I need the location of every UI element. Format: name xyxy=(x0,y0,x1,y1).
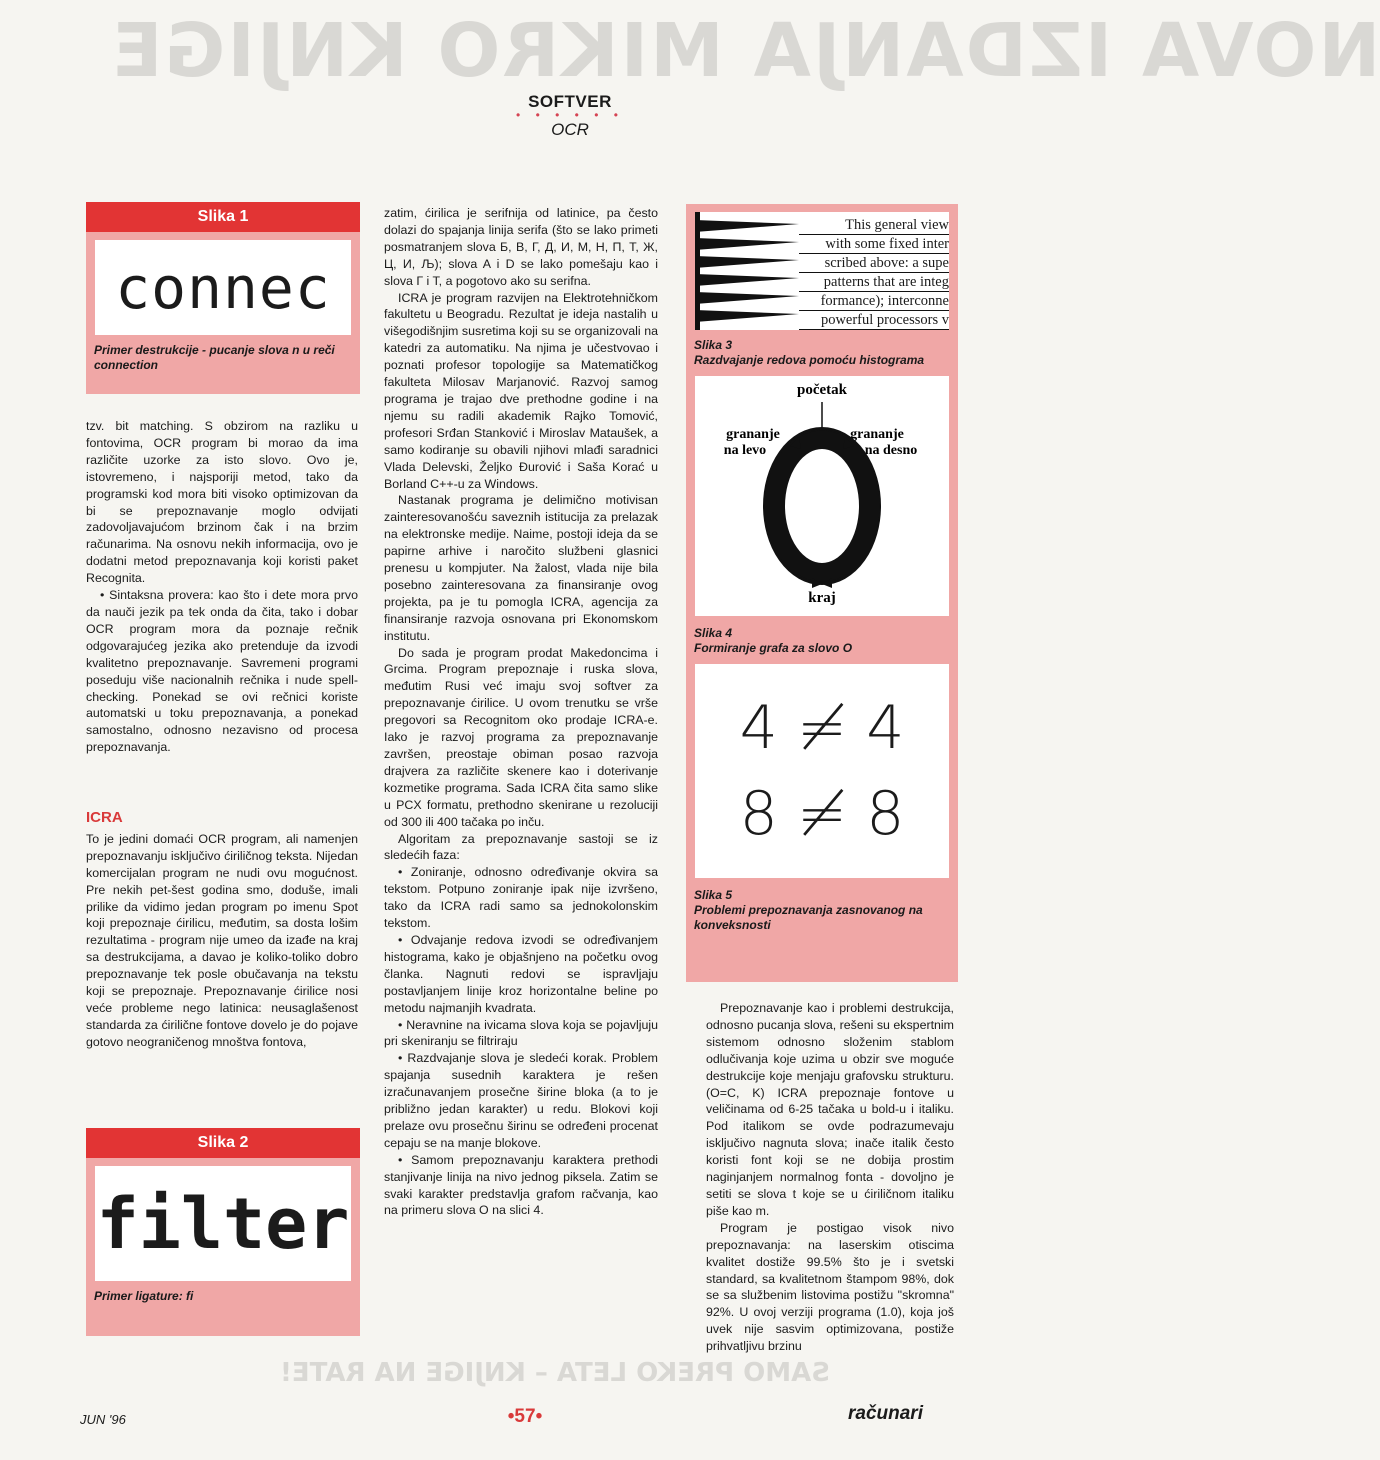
ghost-title-bleed: NOVA IZDANJA MIKRO KNJIGE xyxy=(110,8,1380,94)
col2-paragraph-1: zatim, ćirilica je serifnija od latinice, pa često dolazi do spajanja linija serifa (što se lako primeti posmatranjem slova Б, В, Г, Д, И, М, Н, П, Т, Ж, Ц, И, Љ); slova A i D se lako pomešaju kao i slova Г i T, a pogotovo ako su serifna. xyxy=(384,206,658,288)
figure-4-image xyxy=(695,376,949,616)
figure-1-caption: Primer destrukcije - pucanje slova n u reči connection xyxy=(94,343,335,372)
header-dots: • • • • • • xyxy=(516,108,624,122)
figure-2-word: filter xyxy=(96,1182,350,1265)
icra-heading: ICRA xyxy=(86,809,123,826)
fig4-end-label: kraj xyxy=(808,590,836,606)
figure-1-word: connec xyxy=(115,253,331,322)
figure-1-image xyxy=(95,240,351,335)
fig4-left-label-2: na levo xyxy=(723,443,767,458)
fig4-start-label: početak xyxy=(797,382,847,398)
col2-paragraph-5: Algoritam za prepoznavanje sastoji se iz sledećih faza: xyxy=(384,831,658,863)
col2-paragraph-10: • Samom prepoznavanju karaktera prethodi stanjivanje linija na nivo jednog piksela. Zatim se svaki karakter predstavlja grafom račvanja, kao na primeru slova O na slici 4. xyxy=(384,1152,658,1218)
figure-4-label: Slika 4 xyxy=(694,626,733,640)
col2-paragraph-7: • Odvajanje redova izvodi se određivanjem histograma, kako je objašnjeno na početku ovog članka. Nagnuti redovi se ispravljaju postavljanjem linije kroz horizontalne beline po metodu najmanjih kvadrata. xyxy=(384,932,658,1015)
page-number: •57• xyxy=(507,1406,543,1427)
figure-1-label: Slika 1 xyxy=(86,202,360,232)
issue-date: JUN '96 xyxy=(80,1412,126,1427)
figure-5-label: Slika 5 xyxy=(694,888,733,902)
fig4-right-label-1: grananje xyxy=(850,427,904,442)
col3-paragraph-2: Program je postigao visok nivo prepoznavanja: na laserskim otiscima kvalitet dostiže 99.5% što je i svetski standard, sa kvalitetnom štampom 98%, dok se sa službenim listovima postižu "skromna" 92%. U ovoj verziji programa (1.0), koja još uvek nije sasvim optimizovana, postiže prihvatljivu brzinu xyxy=(706,1220,954,1354)
figure-5-caption xyxy=(686,886,958,941)
figure-3-label: Slika 3 xyxy=(694,338,733,352)
col1-paragraph-1: tzv. bit matching. S obzirom na razliku u fontovima, OCR program bi morao da ima različite uzorke za isto slovo. Ovo je, istovremeno, i najsporiji metod, tako da programski kod mora biti visoko optimizovan da bi se prepoznavanje moglo odvijati zadovoljavajućom brzinom čak i na brzim računarima. Na osnovu nekih informacija, ovo je dodatni metod prepoznavanja koji koristi paket Recognita. xyxy=(86,419,358,586)
col2-paragraph-6: • Zoniranje, odnosno određivanje okvira sa tekstom. Potpuno zoniranje ipak nije izvršeno, tako da ICRA radi samo sa jednokolonskim tekstom. xyxy=(384,865,658,931)
figure-4-caption-text: Formiranje grafa za slovo O xyxy=(694,641,853,655)
fig5-row-1: 4 ≠ 4 xyxy=(739,693,905,763)
magazine-brand: računari xyxy=(848,1403,923,1424)
figure-3-caption xyxy=(686,338,958,376)
fig4-right-label-2: na desno xyxy=(864,443,918,458)
figure-2-image xyxy=(95,1166,351,1281)
figure-5-image xyxy=(695,664,949,878)
figure-3-histogram xyxy=(695,212,799,330)
col2-paragraph-4: Do sada je program prodat Makedoncima i Grcima. Program prepoznaje i ruska slova, međutim Rusi već imaju svoj softver za prepoznavanje ćirilice. U ovom trenutku se vrše pregovori sa Recognitom oko prodaje ICRA-e. Iako je razvoj programa za prepoznavanje završen, preostaje obiman posao razvoja drajvera za različite skenere kao i doterivanje kozmetike programa. Sada ICRA čita samo slike u PCX formatu, prethodno skenirane u rezoluciji od 300 ili 400 tačaka po inču. xyxy=(384,645,658,829)
figure-2-label: Slika 2 xyxy=(86,1128,360,1158)
topic-title: OCR xyxy=(551,120,589,139)
fig3-line-5: formance); interconne xyxy=(799,292,949,311)
page-header xyxy=(470,92,670,140)
ghost-bottom-bleed: SAMO PREKO LETA – KNJIGE NA RATE! xyxy=(280,1358,830,1388)
figure-2 xyxy=(86,1128,360,1336)
fig3-line-1: This general view xyxy=(799,216,949,235)
figure-3-caption-text: Razdvajanje redova pomoću histograma xyxy=(694,353,925,367)
column-1-icra xyxy=(86,810,358,1051)
figure-4-graph xyxy=(695,376,949,616)
column-3 xyxy=(706,1000,954,1355)
column-1 xyxy=(86,418,358,756)
figure-2-caption: Primer ligature: fi xyxy=(94,1289,194,1303)
col2-paragraph-8: • Neravnine na ivicama slova koja se pojavljuju pri skeniranju se filtriraju xyxy=(384,1017,658,1049)
column-2 xyxy=(384,205,658,1219)
section-title: SOFTVER xyxy=(528,92,612,111)
col1-paragraph-3: To je jedini domaći OCR program, ali namenjen prepoznavanju isključivo ćiriličnog teksta. Nijedan komercijalan program ne nudi ovu mogućnost. Pre nekih pet-šest godina smo, doduše, imali prilike da vidimo jedan program po imenu Spot koji prepoznaje ćirilicu, međutim, sa dosta lošim rezultatima - program nije umeo da izađe na kraj sa destrukcijama, a davao je koliko-toliko dobro prepoznavanje tek posle obučavanja na tekstu koji se prepoznaje. Prepoznavanje ćirilice nosi veće probleme nego latinica: neusaglašenost standarda za ćirilične fontove dovelo je do pojave gotovo neograničenog mnoštva fontova, xyxy=(86,831,358,1049)
figure-5-caption-text: Problemi prepoznavanja zasnovanog na konveksnosti xyxy=(694,903,923,932)
col2-paragraph-2: ICRA je program razvijen na Elektrotehničkom fakultetu u Beogradu. Rezultat je ideja nastalih u višegodišnjim susretima koji su se organizovali na katedri za automatiku. Na njima je učestvovao i poznati profesor topologije sa Matematičkog fakulteta Milosav Marjanović. Razvoj samog programa je trajao dve prethodne godine i na njemu su radili akademik Rajko Tomović, profesori Srđan Stanković i Miroslav Mataušek, a samo kodiranje su obavili njihovi mlađi saradnici Vlada Delevski, Željko Đurović i Saša Korać u Borland C++-u za Windows. xyxy=(384,290,658,491)
col2-paragraph-3: Nastanak programa je delimično motivisan zainteresovanošću saveznih istitucija za prelazak na elektronske medije. Naime, postoji ideja da se papirne arhive i naročito službeni glasnici prenesu u kompjuter. Na žalost, vlada nije bila posebno zainteresovana za finansiranje ovog projekta, pa je tu pomogla ICRA, agencija za finansiranje razvoja osnovana pri Ekonomskom institutu. xyxy=(384,493,658,643)
col1-paragraph-2: • Sintaksna provera: kao što i dete mora prvo da nauči jezik pa tek onda da čita, tako i dobar OCR program mora da poznaje rečnik odgovarajućeg jezika ako pretenduje da izvodi kvalitetno prepoznavanje. Savremeni programi poseduju više nacionalnih rečnika i nude spell-checking. Ponekad se ovi rečnici koriste automatski u toku prepoznavanja, a ponekad samostalno, odnosno nezavisno od procesa prepoznavanja. xyxy=(86,588,358,755)
figures-3-5-panel xyxy=(686,204,958,982)
figure-4-caption xyxy=(686,624,958,664)
col2-paragraph-9: • Razdvajanje slova je sledeći korak. Problem spajanja susednih karaktera je rešen izračunavanjem prosečne širine bloka (a to je približno jedan karakter) u redu. Blokovi koji prelaze ovu prosečnu širinu se određeni procenat cepaju se na manje blokove. xyxy=(384,1051,658,1150)
fig3-line-6: powerful processors v xyxy=(799,311,949,330)
col3-paragraph-1: Prepoznavanje kao i problemi destrukcija, odnosno pucanja slova, rešeni su ekspertnim sistemom odnosno složenim stablom odlučivanja koje uzima u obzir sve moguće destrukcije koje menjaju grafovsku strukturu. (O=C, K) ICRA prepoznaje fontove u veličinama od 6-25 tačaka u bold-u i italiku. Pod italikom se ovde podrazumevaju isključivo nagnuta slova; inače italik često koristi font koji se ne dobija prostim naginjanjem normalnog fonta - dovoljno je setiti se slova t koje se u ćiriličnom italiku piše kao m. xyxy=(706,1001,954,1218)
figure-1 xyxy=(86,202,360,394)
fig3-line-3: scribed above: a supe xyxy=(799,254,949,273)
fig3-line-4: patterns that are integ xyxy=(799,273,949,292)
fig4-left-label-1: grananje xyxy=(726,427,780,442)
figure-3-image xyxy=(695,212,949,330)
fig5-row-2: 8 ≠ 8 xyxy=(739,779,905,849)
fig3-line-2: with some fixed inter xyxy=(799,235,949,254)
